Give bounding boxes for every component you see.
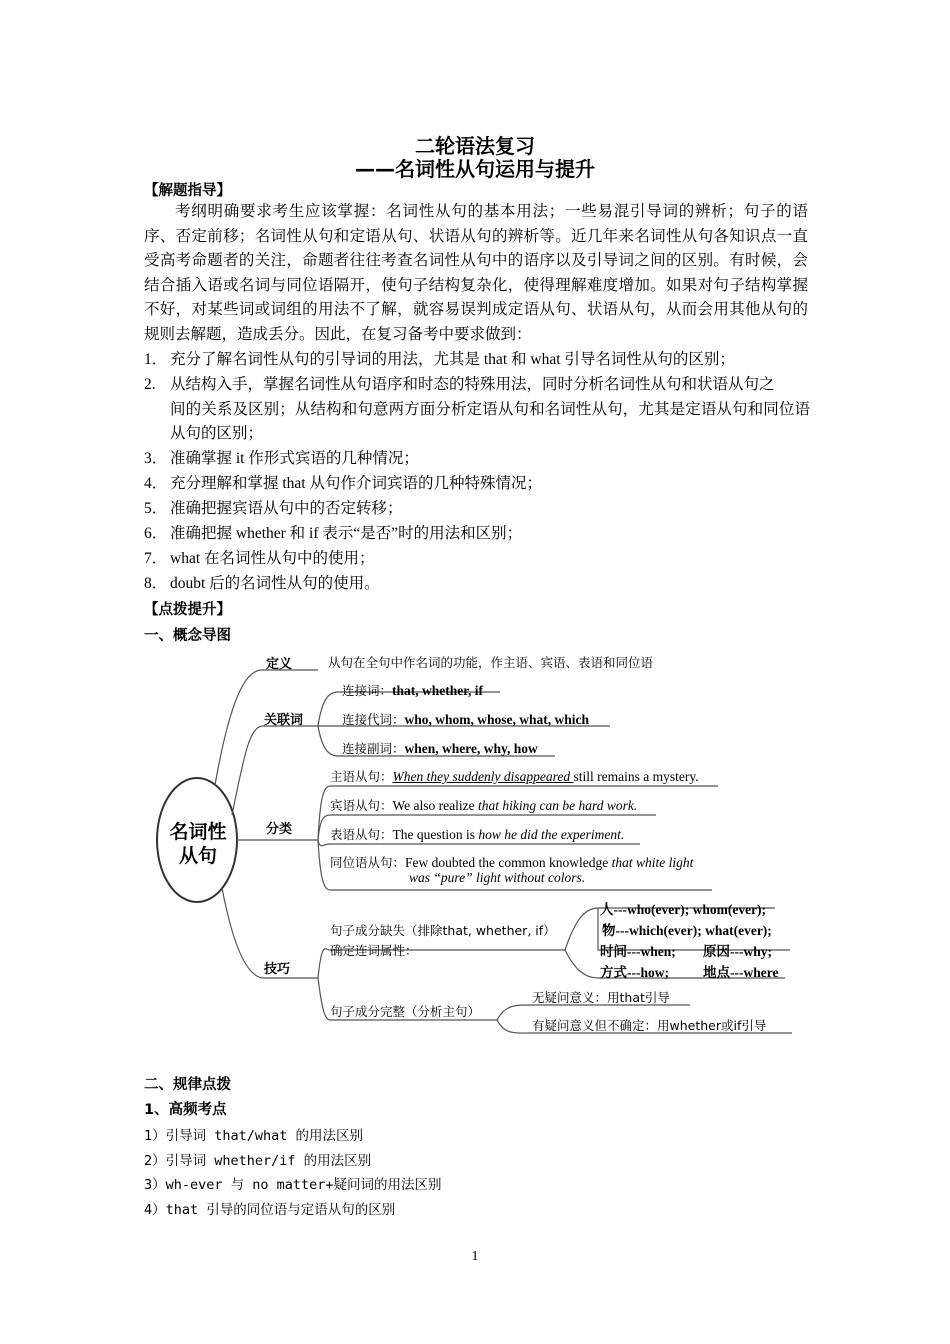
branch-connectives [232, 726, 318, 815]
rule-item-3: 3）wh-ever 与 no matter+疑问词的用法区别 [144, 1177, 442, 1193]
mm-pron: 连接代词：who, whom, whose, what, which [342, 712, 590, 727]
tips-heading: 【点拨提升】 [144, 602, 231, 618]
guide-heading: 【解题指导】 [144, 183, 231, 199]
mm-skills-label: 技巧 [264, 962, 291, 977]
guide-paragraph-block [144, 200, 808, 347]
rule-item-4: 4）that 引导的同位语与定语从句的区别 [144, 1202, 396, 1218]
mm-object-clause: 宾语从句：We also realize that hiking can be hard work. [330, 798, 638, 813]
rule-item-1: 1）引导词 that/what 的用法区别 [144, 1128, 364, 1144]
section-concept-map: 一、概念导图 [144, 628, 231, 644]
mindmap-center-label: 名词性 从句 [169, 821, 227, 867]
guide-item-4: 4． 充分理解和掌握 that 从句作介词宾语的几种特殊情况； [144, 475, 542, 492]
mm-definition-text: 从句在全句中作名词的功能，作主语、宾语、表语和同位语 [328, 655, 654, 670]
guide-item-5: 5． 准确把握宾语从句中的否定转移； [144, 500, 403, 517]
guide-item-3: 3． 准确掌握 it 作形式宾语的几种情况； [144, 450, 419, 467]
mm-predicative-clause: 表语从句：The question is how he did the experiment. [330, 827, 625, 842]
mm-adv: 连接副词：when, where, why, how [342, 741, 538, 756]
mm-no-doubt: 无疑问意义：用that引导 [532, 990, 670, 1005]
mm-place: 地点---where [703, 965, 779, 980]
mm-conj: 连接词：that, whether, if [342, 683, 484, 698]
mm-classify-label: 分类 [266, 822, 293, 837]
guide-paragraph: 考纲明确要求考生应该掌握：名词性从句的基本用法；一些易混引导词的辨析；句子的语序、否定前移；名词性从句和定语从句、状语从句的辨析等。近几年来名词性从句各知识点一直受高考命题者的关注，命题者往往考查名词性从句中的语序以及引导词之间的区别。有时候，会结合插入语或名词与同位语隔开，使句子结构复杂化，使得理解难度增加。如果对句子结构掌握不好，对某些词或词组的用法不了解，就容易误判成定语从句、状语从句，从而会用其他从句的规则去解题，造成丢分。因此，在复习备考中要求做到： [144, 203, 808, 343]
mm-connectives-label: 关联词 [264, 713, 304, 728]
mm-time: 时间---when; [600, 944, 676, 959]
mindmap-lines [0, 640, 950, 1060]
mm-appositive-clause-cont: was “pure” light without colors. [409, 870, 586, 885]
mm-thing: 物---which(ever); what(ever); [602, 923, 772, 938]
mm-manner: 方式---how; [600, 965, 669, 980]
guide-item-2: 2.从结构入手，掌握名词性从句语序和时态的特殊用法，同时分析名词性从句和状语从句之 间的关系及区别；从结构和句意两方面分析定语从句和名词性从句，尤其是定语从句和同位语从句的区别； [144, 373, 814, 447]
mm-complete: 句子成分完整（分析主句） [330, 1004, 481, 1019]
guide-item-7: 7． what 在名词性从句中的使用； [144, 550, 375, 567]
section-rules: 二、规律点拨 [144, 1077, 231, 1093]
page-subtitle: ——名词性从句运用与提升 [355, 157, 595, 181]
page-title: 二轮语法复习 [415, 134, 535, 158]
guide-item-8: 8． doubt 后的名词性从句的使用。 [144, 575, 380, 592]
mm-person: 人---who(ever); whom(ever); [600, 902, 767, 917]
mm-missing-line1: 句子成分缺失（排除that, whether, if） [330, 923, 556, 938]
mm-reason: 原因---why; [703, 944, 772, 959]
guide-item-1: 1． 充分了解名词性从句的引导词的用法，尤其是 that 和 what 引导名词性从句的区别； [144, 351, 735, 368]
subsection-high-frequency: 1、高频考点 [144, 1102, 227, 1118]
guide-item-2-wrap: 间的关系及区别；从结构和句意两方面分析定语从句和名词性从句，尤其是定语从句和同位语从句的区别； [170, 400, 810, 442]
mm-has-doubt: 有疑问意义但不确定：用whether或if引导 [532, 1018, 767, 1033]
mm-appositive-clause: 同位语从句：Few doubted the common knowledge that white light [330, 855, 694, 870]
mm-subject-clause: 主语从句：When they suddenly disappeared still remains a mystery. [330, 769, 699, 784]
guide-item-6: 6． 准确把握 whether 和 if 表示“是否”时的用法和区别； [144, 525, 523, 542]
rule-item-2: 2）引导词 whether/if 的用法区别 [144, 1153, 372, 1169]
page-number: 1 [471, 1249, 479, 1264]
mm-missing-line2: 确定连词属性： [330, 943, 418, 958]
mm-definition-label: 定义 [266, 657, 293, 672]
